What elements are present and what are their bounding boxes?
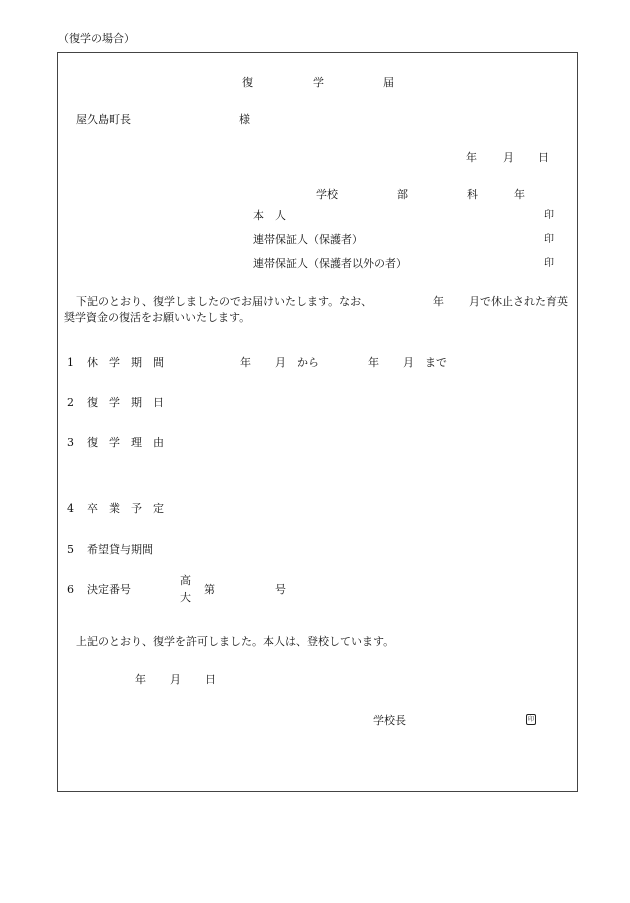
guarantor-other-seal: 印: [544, 258, 554, 269]
item1-number: 1: [67, 356, 74, 369]
item2-label: 復 学 期 日: [87, 396, 164, 409]
principal-label: 学校長: [373, 714, 406, 727]
body-line1: 下記のとおり、復学しましたのでお届けいたします。なお、: [76, 295, 373, 308]
guarantor-parent-label: 連帯保証人（保護者）: [253, 233, 363, 246]
form-caption: （復学の場合）: [58, 32, 135, 45]
item1-to-year: 年: [368, 356, 379, 369]
applicant-dept: 部: [397, 188, 408, 201]
item6-label: 決定番号: [87, 583, 131, 596]
approval-month: 月: [170, 673, 181, 686]
item3-label: 復 学 理 由: [87, 436, 164, 449]
item4-label: 卒 業 予 定: [87, 502, 164, 515]
title-char-3: 届: [383, 76, 394, 89]
approval-year: 年: [135, 673, 146, 686]
item1-from-year: 年: [240, 356, 251, 369]
item4-number: 4: [67, 502, 74, 515]
item1-to-month: 月: [403, 356, 414, 369]
item3-number: 3: [67, 436, 74, 449]
title-char-1: 復: [242, 76, 253, 89]
applicant-self-seal: 印: [544, 210, 554, 221]
principal-seal-icon: 印: [527, 716, 534, 723]
item1-label: 休 学 期 間: [87, 356, 164, 369]
applicant-course: 科: [467, 188, 478, 201]
guarantor-other-label: 連帯保証人（保護者以外の者）: [253, 257, 407, 270]
body-year: 年: [433, 295, 444, 308]
addressee-honorific: 様: [239, 113, 250, 126]
applicant-grade: 年: [514, 188, 525, 201]
approval-day: 日: [205, 673, 216, 686]
item6-prefix: 第: [204, 583, 215, 596]
date-month: 月: [503, 151, 514, 164]
date-day: 日: [538, 151, 549, 164]
item6-option-high: 高: [180, 574, 191, 587]
approval-text: 上記のとおり、復学を許可しました。本人は、登校しています。: [76, 635, 395, 648]
addressee-name: 屋久島町長: [76, 113, 131, 126]
body-line2: 奨学資金の復活をお願いいたします。: [64, 311, 251, 324]
item5-label: 希望貸与期間: [87, 543, 153, 556]
item1-from: から: [297, 356, 319, 369]
applicant-self-label: 本 人: [253, 209, 286, 222]
item5-number: 5: [67, 543, 74, 556]
item6-option-univ: 大: [180, 591, 191, 604]
item1-from-month: 月: [275, 356, 286, 369]
item6-number: 6: [67, 583, 74, 596]
item1-to: まで: [425, 356, 447, 369]
date-year: 年: [466, 151, 477, 164]
title-char-2: 学: [313, 76, 324, 89]
body-line1-tail: 月で休止された育英: [469, 295, 568, 308]
item2-number: 2: [67, 396, 74, 409]
guarantor-parent-seal: 印: [544, 234, 554, 245]
applicant-school: 学校: [316, 188, 338, 201]
item6-suffix: 号: [275, 583, 286, 596]
